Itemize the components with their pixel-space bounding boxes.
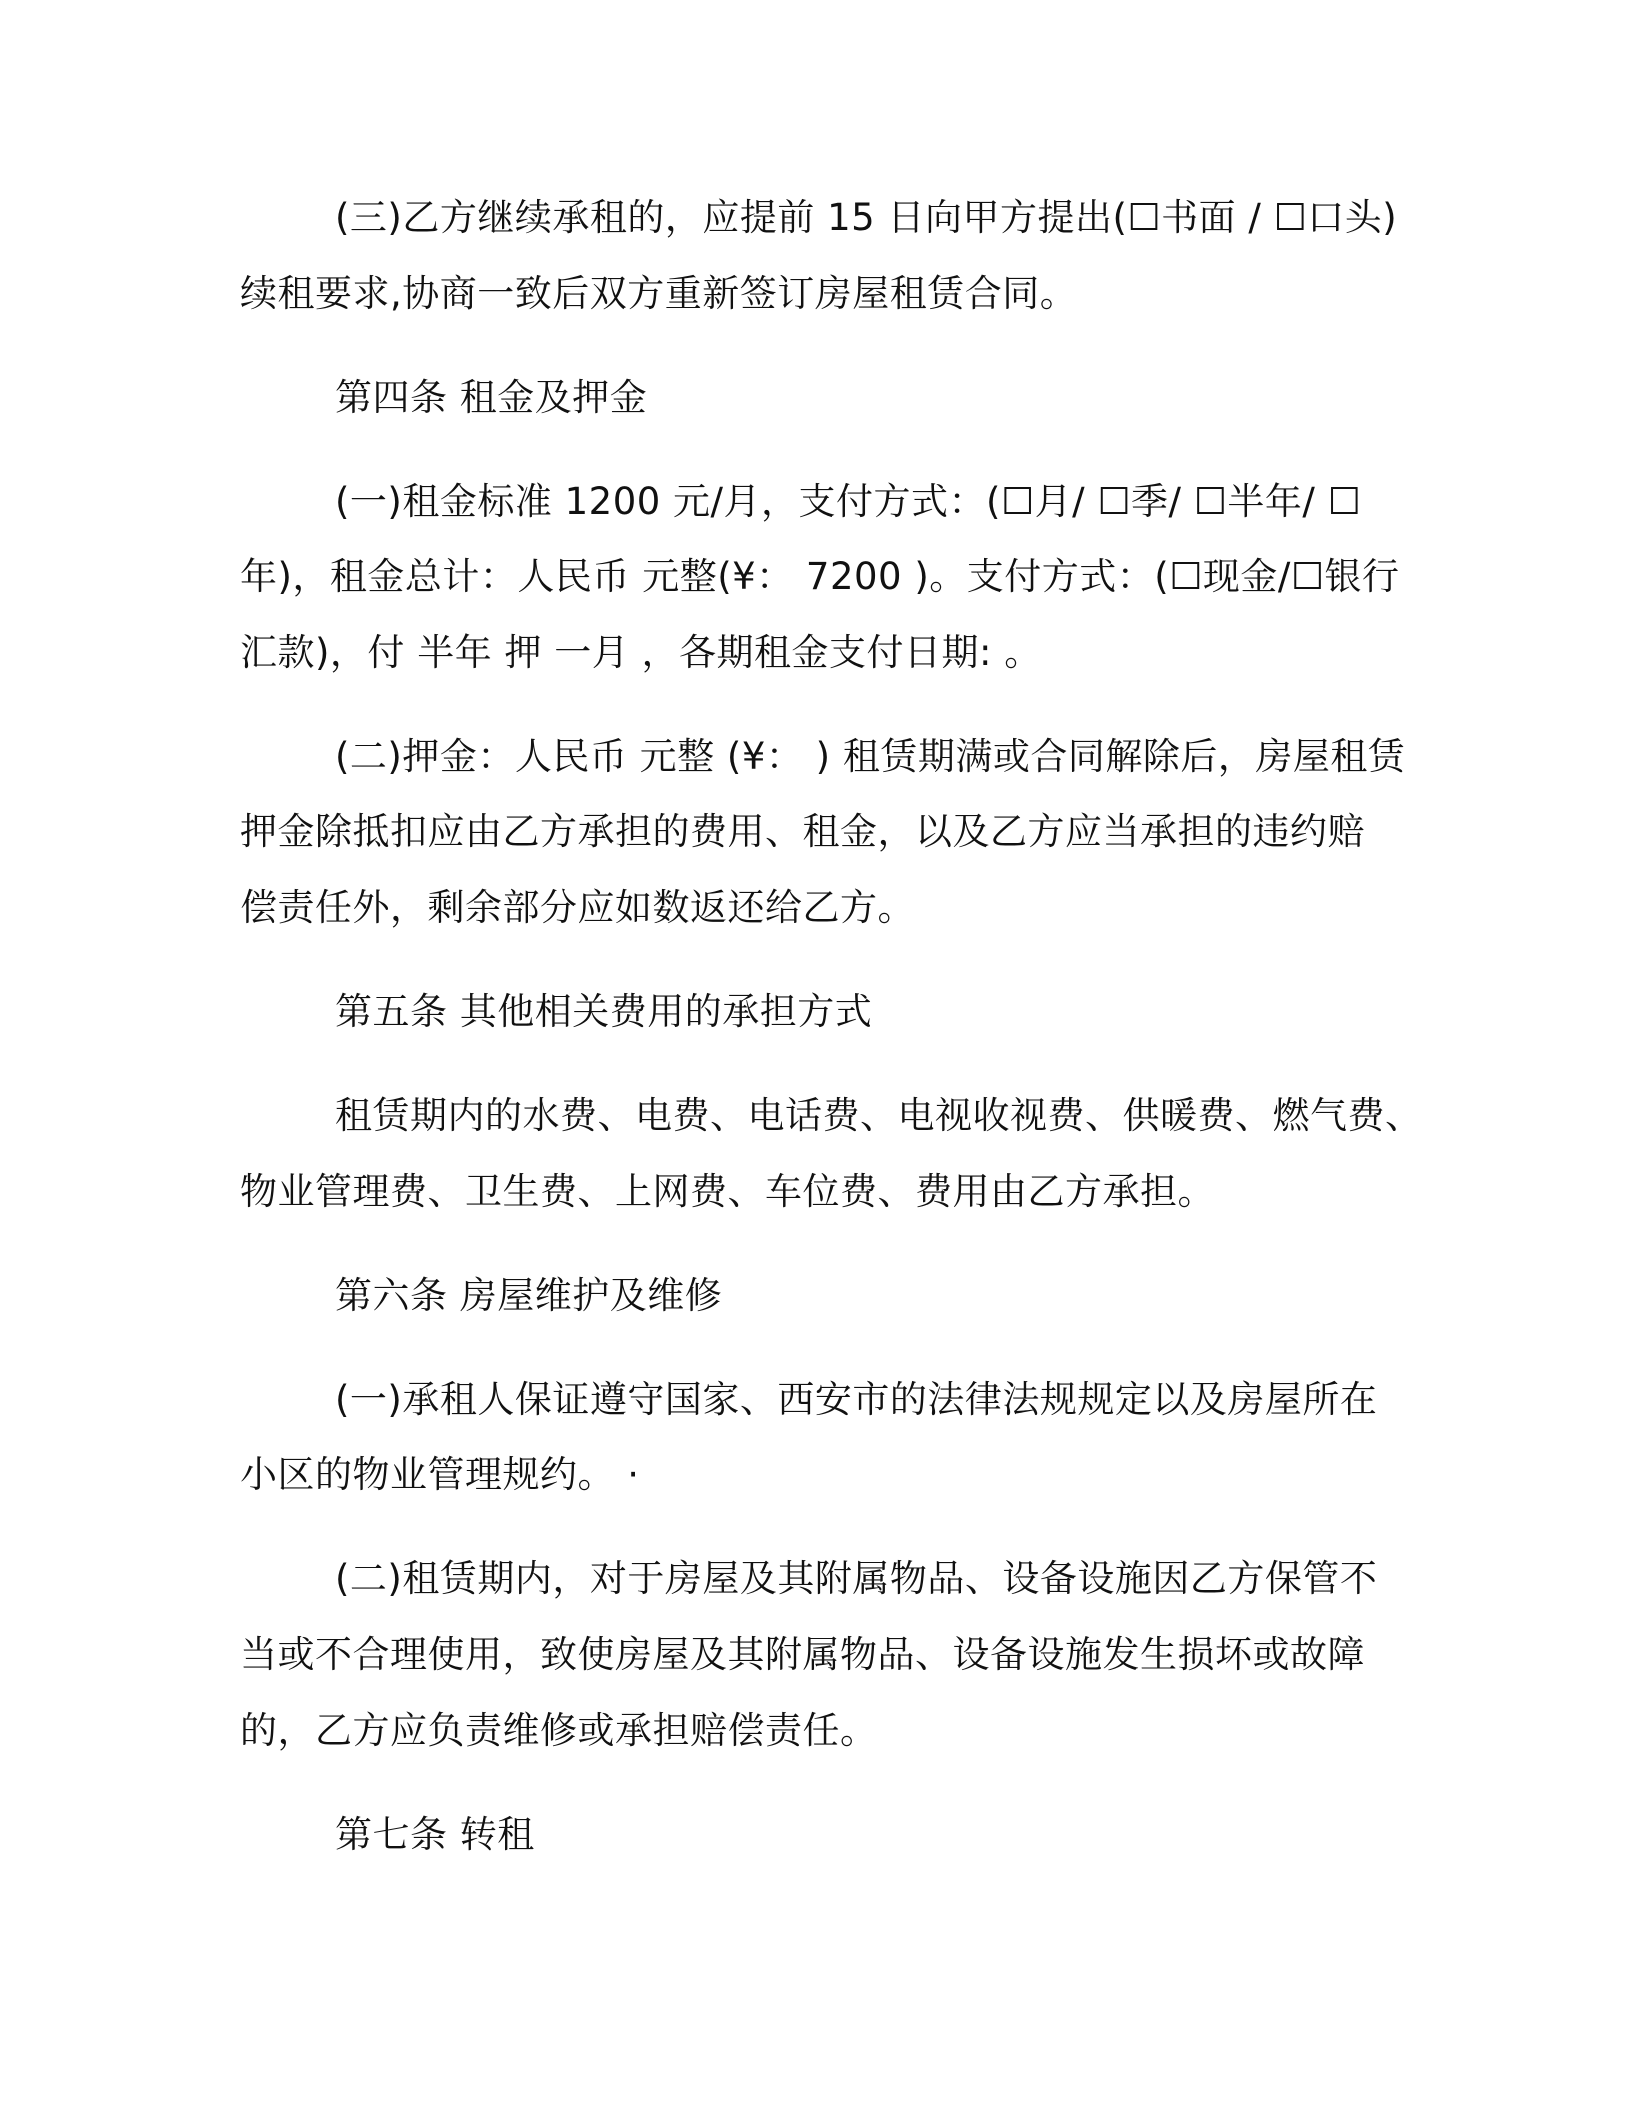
clause-6-1-line-1: (一)承租人保证遵守国家、西安市的法律法规规定以及房屋所在 bbox=[335, 1378, 1378, 1421]
article-5-body-line-1: 租赁期内的水费、电费、电话费、电视收视费、供暖费、燃气费、 bbox=[335, 1094, 1423, 1137]
clause-4-1-line-1: (一)租金标准 1200 元/月，支付方式：(☐月/ ☐季/ ☐半年/ ☐ bbox=[335, 480, 1362, 523]
article-5-body-line-2: 物业管理费、卫生费、上网费、车位费、费用由乙方承担。 bbox=[240, 1170, 1215, 1213]
clause-4-1-line-3: 汇款)，付 半年 押 一月 ，各期租金支付日期: 。 bbox=[240, 631, 1042, 674]
clause-6-2-line-3: 的，乙方应负责维修或承担赔偿责任。 bbox=[240, 1709, 878, 1752]
clause-6-2-line-1: (二)租赁期内，对于房屋及其附属物品、设备设施因乙方保管不 bbox=[335, 1557, 1378, 1600]
clause-6-1-line-2: 小区的物业管理规约。 · bbox=[240, 1453, 640, 1496]
clause-4-2-line-1: (二)押金：人民币 元整 (¥： ) 租赁期满或合同解除后，房屋租赁 bbox=[335, 735, 1406, 778]
clause-3-3-line-2: 续租要求,协商一致后双方重新签订房屋租赁合同。 bbox=[240, 272, 1078, 315]
clause-3-3-line-1: (三)乙方继续承租的，应提前 15 日向甲方提出(☐书面 / ☐口头) bbox=[335, 196, 1398, 239]
article-6-heading: 第六条 房屋维护及维修 bbox=[335, 1274, 723, 1317]
clause-4-2-line-3: 偿责任外，剩余部分应如数返还给乙方。 bbox=[240, 886, 915, 929]
article-4-heading: 第四条 租金及押金 bbox=[335, 376, 648, 419]
article-7-heading: 第七条 转租 bbox=[335, 1813, 535, 1856]
clause-4-1-line-2: 年)，租金总计：人民币 元整(¥： 7200 )。支付方式：(☐现金/☐银行 bbox=[240, 555, 1400, 598]
clause-6-2-line-2: 当或不合理使用，致使房屋及其附属物品、设备设施发生损坏或故障 bbox=[240, 1633, 1365, 1676]
article-5-heading: 第五条 其他相关费用的承担方式 bbox=[335, 990, 873, 1033]
clause-4-2-line-2: 押金除抵扣应由乙方承担的费用、租金，以及乙方应当承担的违约赔 bbox=[240, 810, 1365, 853]
